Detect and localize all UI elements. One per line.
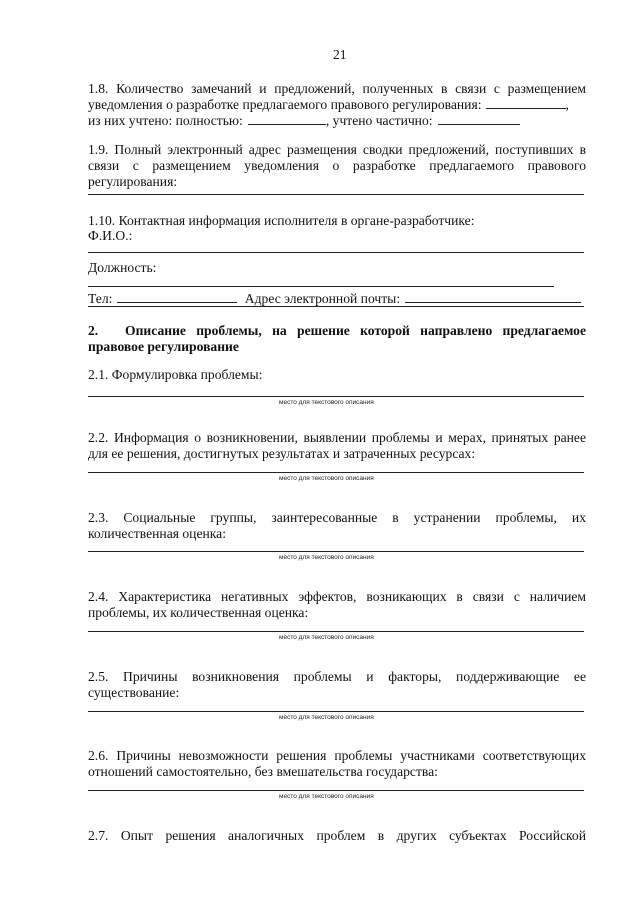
item-1-9-line-3: регулирования: [88, 174, 178, 189]
item-2-4-answer-line [88, 631, 584, 632]
item-1-8-line-2: уведомления о разработке предлагаемого правового регулирования: , [88, 97, 569, 112]
fio-answer-line [88, 252, 584, 253]
item-2-6-caption: место для текстового описания [279, 793, 374, 800]
item-1-8-line-1: 1.8. Количество замечаний и предложений, полученных в связи с размещением [88, 81, 586, 96]
item-1-8-line-3: из них учтено: полностью: , учтено частично: [88, 113, 520, 128]
item-1-10-line-1: 1.10. Контактная информация исполнителя в органе-разработчике: [88, 213, 475, 228]
item-2-2-caption: место для текстового описания [279, 475, 374, 482]
item-2-3-line-2: количественная оценка: [88, 526, 226, 541]
position-label: Должность: [88, 260, 157, 275]
item-1-9-line-2: связи с размещением уведомления о разработке предлагаемого правового [88, 158, 586, 173]
item-2-2-answer-line [88, 472, 584, 473]
phone-blank [117, 291, 237, 303]
position-answer-line [88, 286, 554, 287]
item-2-1-answer-line [88, 396, 584, 397]
item-2-4-line-1: 2.4. Характеристика негативных эффектов, возникающих в связи с наличием [88, 589, 586, 604]
phone-row-line [88, 306, 584, 307]
section-2-number: 2. [88, 323, 99, 338]
fio-label: Ф.И.О.: [88, 228, 133, 243]
item-1-9-line-1: 1.9. Полный электронный адрес размещения сводки предложений, поступивших в [88, 142, 586, 157]
item-2-5-caption: место для текстового описания [279, 714, 374, 721]
section-2-title-line-1: Описание проблемы, на решение которой направлено предлагаемое [125, 323, 586, 338]
section-2-title-line-2: правовое регулирование [88, 339, 239, 354]
fully-accounted-blank [248, 113, 326, 125]
item-2-3-line-1: 2.3. Социальные группы, заинтересованные в устранении проблемы, их [88, 510, 586, 525]
item-2-1-line-1: 2.1. Формулировка проблемы: [88, 367, 263, 382]
email-blank [405, 291, 581, 303]
item-2-6-answer-line [88, 790, 584, 791]
item-2-5-line-1: 2.5. Причины возникновения проблемы и факторы, поддерживающие ее [88, 669, 586, 684]
item-2-7-line-1: 2.7. Опыт решения аналогичных проблем в других субъектах Российской [88, 828, 586, 843]
item-2-6-line-2: отношений самостоятельно, без вмешательства государства: [88, 764, 438, 779]
item-2-6-line-1: 2.6. Причины невозможности решения проблемы участниками соответствующих [88, 748, 586, 763]
item-2-5-line-2: существование: [88, 685, 180, 700]
phone-row: Тел: Адрес электронной почты: [88, 291, 581, 306]
item-2-4-line-2: проблемы, их количественная оценка: [88, 605, 309, 620]
partially-accounted-blank [438, 113, 520, 125]
item-2-5-answer-line [88, 711, 584, 712]
item-2-2-line-1: 2.2. Информация о возникновении, выявлении проблемы и мерах, принятых ранее [88, 430, 586, 445]
item-2-3-answer-line [88, 551, 584, 552]
page-number: 21 [333, 47, 347, 62]
item-2-3-caption: место для текстового описания [279, 554, 374, 561]
item-2-4-caption: место для текстового описания [279, 634, 374, 641]
remarks-count-blank [486, 97, 566, 109]
item-2-1-caption: место для текстового описания [279, 399, 374, 406]
address-answer-line [88, 194, 584, 195]
item-2-2-line-2: для ее решения, достигнутых результатах и затраченных ресурсах: [88, 446, 476, 461]
